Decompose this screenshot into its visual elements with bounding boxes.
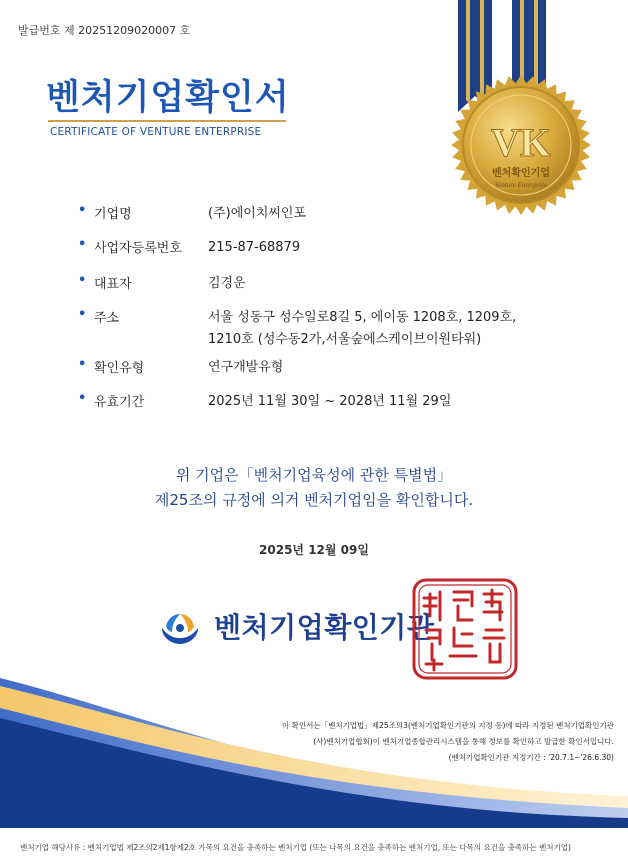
detail-value: 김경운 (208, 276, 246, 291)
issuer-logo-icon (158, 612, 202, 646)
detail-row-address (78, 307, 598, 357)
detail-value: 2025년 11월 30일 ~ 2028년 11월 29일 (208, 394, 452, 409)
bullet-icon: • (78, 203, 87, 218)
detail-value: (주)에이치씨인포 (208, 206, 307, 221)
bullet-icon: • (78, 357, 87, 372)
footnote-line-3: (벤처기업확인기관 지정기간 : '20.7.1~'26.6.30) (448, 753, 614, 762)
detail-row-validity (78, 391, 598, 413)
bullet-icon: • (78, 273, 87, 288)
detail-row-registration (78, 237, 598, 273)
address-line-2: 1210호 (성수동2가,서울숲에스케이브이원타워) (208, 332, 482, 347)
detail-label: 사업자등록번호 (94, 241, 182, 256)
bullet-icon: • (78, 307, 87, 322)
detail-label: 유효기간 (94, 395, 145, 410)
statement-line-1: 위 기업은「벤처기업육성에 관한 특별법」 (175, 466, 453, 484)
detail-row-type (78, 357, 598, 391)
detail-value (208, 307, 598, 357)
detail-label: 주소 (94, 311, 120, 326)
page-title: 벤처기업확인서 (46, 78, 290, 118)
issue-date: 2025년 12월 09일 (259, 543, 369, 557)
detail-label: 확인유형 (94, 361, 145, 376)
bullet-icon: • (78, 237, 87, 252)
issue-number: 발급번호 제 20251209020007 호 (18, 24, 191, 37)
detail-row-company (78, 203, 598, 237)
footnote-line-2: (사)벤처기업협회)이 벤처기업종합관리시스템을 통해 정보를 확인하고 발급한 확인서입니다. (313, 737, 614, 746)
detail-row-ceo (78, 273, 598, 307)
bullet-icon: • (78, 391, 87, 406)
detail-label: 기업명 (94, 207, 132, 222)
address-line-1: 서울 성동구 성수일로8길 5, 에이동 1208호, 1209호, (208, 310, 517, 325)
title-divider (48, 120, 286, 122)
detail-value: 215-87-68879 (208, 240, 301, 255)
statement-line-2: 제25조의 규정에 의거 벤처기업임을 확인합니다. (154, 491, 474, 509)
footnotes (282, 718, 614, 766)
official-seal-icon (410, 576, 520, 682)
detail-value: 연구개발유형 (208, 360, 284, 375)
medal-text-ko: 벤처확인기업 (492, 168, 550, 179)
certificate-details (78, 203, 598, 413)
venture-reason-note: 벤처기업 해당사유 : 벤처기업법 제2조의2제1항제2호 가목의 요건을 충족하는 벤처기업 (또는 나목의 요건을 충족하는 벤처기업, 또는 다목의 요건을 충족하는 벤처기업) (20, 843, 571, 852)
medal-monogram: VK (491, 120, 551, 165)
footnote-line-1: 이 확인서는「벤처기업법」제25조의3(벤처기업확인기관의 지정 등)에 따라 지정된 벤처기업확인기관 (281, 721, 614, 730)
page-subtitle: CERTIFICATE OF VENTURE ENTERPRISE (50, 126, 262, 138)
issuer-name: 벤처기업확인기관 (214, 611, 435, 644)
detail-label: 대표자 (94, 277, 132, 292)
venture-medal-icon (448, 72, 594, 218)
certification-statement (0, 463, 628, 513)
medal-text-en: Venture Enterprise (494, 181, 548, 189)
